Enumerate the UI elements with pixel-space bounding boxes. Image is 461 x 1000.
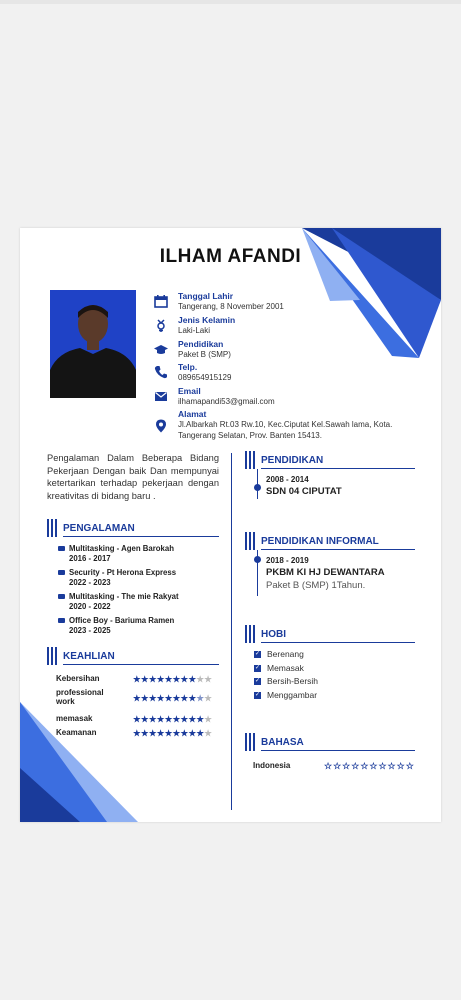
star-icon: ★ — [196, 693, 205, 703]
checkbox-icon: ✓ — [254, 691, 261, 698]
star-icon: ★ — [156, 728, 165, 738]
star-icon: ☆ — [351, 761, 361, 771]
experience-list — [58, 544, 179, 640]
star-icon: ★ — [188, 674, 197, 684]
languages-heading — [245, 733, 415, 751]
star-icon: ★ — [148, 693, 157, 703]
skill-stars — [133, 728, 212, 739]
skill-name: Keamanan — [56, 728, 97, 737]
info-value: Laki-Laki — [178, 326, 211, 335]
star-icon: ☆ — [333, 761, 343, 771]
briefcase-icon — [58, 570, 65, 575]
star-icon: ★ — [204, 728, 213, 738]
section-rule — [261, 750, 415, 751]
timeline-dot — [254, 556, 261, 563]
section-rule — [63, 664, 219, 665]
star-icon: ★ — [133, 714, 141, 724]
info-label: Jenis Kelamin — [178, 315, 236, 325]
info-label: Telp. — [178, 362, 198, 372]
graduation-cap-icon — [154, 342, 168, 356]
skills-list — [56, 674, 221, 742]
briefcase-icon — [58, 594, 65, 599]
star-icon: ★ — [172, 714, 181, 724]
experience-item — [58, 568, 179, 592]
skill-stars — [133, 693, 212, 704]
star-icon: ★ — [156, 693, 165, 703]
info-value-line2: Tangerang Selatan, Prov. Banten 15413. — [178, 431, 322, 440]
info-value: Jl.Albarkah Rt.03 Rw.10, Kec.Ciputat Kel.Sawah lama, Kota. — [178, 420, 393, 429]
informal-education-heading — [245, 532, 415, 550]
star-icon: ★ — [140, 714, 149, 724]
informal-school: PKBM KI HJ DEWANTARA — [266, 567, 385, 578]
column-divider — [231, 453, 232, 810]
star-icon: ★ — [188, 728, 197, 738]
info-value: Tangerang, 8 November 2001 — [178, 302, 284, 311]
resume-page — [20, 228, 441, 822]
hobby-item — [254, 648, 318, 662]
star-icon: ☆ — [378, 761, 388, 771]
checkbox-icon: ✓ — [254, 651, 261, 657]
star-icon: ☆ — [360, 761, 370, 771]
informal-education-entry — [266, 556, 385, 591]
info-value: 089654915129 — [178, 373, 232, 382]
skill-row — [56, 688, 221, 714]
star-icon: ★ — [204, 674, 213, 684]
skill-row — [56, 728, 221, 742]
phone-icon — [154, 365, 168, 379]
hobby-item — [254, 689, 318, 703]
hobby-label: Berenang — [267, 649, 304, 659]
experience-years: 2020 - 2022 — [69, 602, 111, 611]
education-school: SDN 04 CIPUTAT — [266, 486, 342, 497]
skill-row — [56, 714, 221, 728]
star-icon: ★ — [140, 728, 149, 738]
experience-years: 2022 - 2023 — [69, 578, 111, 587]
section-bars-icon — [47, 647, 59, 665]
gender-icon — [154, 318, 168, 332]
profile-summary: Pengalaman Dalam Beberapa Bidang Pekerjaan Dengan baik Dan mempunyai ketertarikan terhadap pekerjaan dengan kreativitas di bidang baru . — [47, 453, 219, 501]
star-icon: ☆ — [342, 761, 352, 771]
info-label: Alamat — [178, 409, 207, 419]
star-icon: ☆ — [369, 761, 379, 771]
experience-years: 2016 - 2017 — [69, 554, 111, 563]
star-icon: ★ — [172, 728, 181, 738]
section-title: HOBI — [261, 629, 286, 640]
section-bars-icon — [245, 451, 257, 469]
experience-heading — [47, 519, 219, 537]
section-bars-icon — [245, 733, 257, 751]
envelope-icon — [154, 389, 168, 403]
star-icon: ★ — [133, 728, 141, 738]
section-bars-icon — [47, 519, 59, 537]
info-value: ilhamapandi53@gmail.com — [178, 397, 275, 406]
informal-note: Paket B (SMP) 1Tahun. — [266, 580, 366, 591]
star-icon: ☆ — [324, 761, 334, 771]
experience-title: Security - Pt Herona Express — [69, 568, 177, 577]
star-icon: ☆ — [387, 761, 397, 771]
hobby-item — [254, 675, 318, 689]
section-rule — [63, 536, 219, 537]
hobby-label: Memasak — [267, 662, 304, 673]
education-heading — [245, 451, 415, 469]
star-icon: ★ — [140, 674, 149, 684]
experience-title: Multitasking - The mie Rakyat — [69, 592, 179, 601]
star-icon: ★ — [180, 728, 189, 738]
skill-stars — [133, 674, 212, 685]
experience-title: Multitasking - Agen Barokah — [69, 544, 174, 553]
skills-heading — [47, 647, 219, 665]
star-icon: ★ — [180, 674, 189, 684]
star-icon: ★ — [196, 728, 205, 738]
info-label: Tanggal Lahir — [178, 291, 234, 301]
checkbox-icon: ✓ — [254, 664, 261, 671]
star-icon: ★ — [140, 693, 149, 703]
star-icon: ★ — [180, 714, 189, 724]
profile-photo — [50, 290, 136, 398]
status-bar — [0, 0, 461, 4]
star-icon: ★ — [180, 693, 189, 703]
calendar-icon — [154, 294, 168, 308]
info-label: Pendidikan — [178, 339, 224, 349]
hobbies-heading — [245, 625, 415, 643]
timeline-dot — [254, 484, 261, 491]
checkbox-icon: ✓ — [254, 678, 261, 684]
briefcase-icon — [58, 618, 65, 623]
star-icon: ★ — [172, 693, 181, 703]
star-icon: ☆ — [396, 761, 406, 771]
star-icon: ★ — [148, 674, 157, 684]
skill-name: professional work — [56, 688, 104, 706]
hobby-label: Menggambar — [267, 689, 318, 700]
language-stars — [324, 761, 415, 772]
location-pin-icon — [154, 419, 168, 433]
star-icon: ★ — [188, 693, 197, 703]
skill-name: memasak — [56, 714, 93, 723]
star-icon: ★ — [188, 714, 197, 724]
star-icon: ★ — [133, 674, 141, 684]
star-icon: ★ — [204, 693, 213, 703]
section-title: PENGALAMAN — [63, 523, 135, 534]
star-icon: ★ — [148, 728, 157, 738]
experience-item — [58, 592, 179, 616]
experience-item — [58, 616, 179, 640]
star-icon: ★ — [172, 674, 181, 684]
resume-name: ILHAM AFANDI — [159, 246, 302, 267]
star-icon: ★ — [156, 714, 165, 724]
star-icon: ★ — [164, 674, 173, 684]
experience-item — [58, 544, 179, 568]
hobby-label: Bersih-Bersih — [267, 676, 319, 686]
star-icon: ★ — [164, 728, 173, 738]
section-rule — [261, 468, 415, 469]
briefcase-icon — [58, 546, 65, 551]
section-title: BAHASA — [261, 737, 304, 748]
section-title: KEAHLIAN — [63, 651, 115, 662]
education-entry — [266, 475, 342, 497]
experience-years: 2023 - 2025 — [69, 626, 111, 635]
section-title: PENDIDIKAN — [261, 455, 324, 466]
info-label: Email — [178, 386, 201, 396]
star-icon: ☆ — [405, 761, 415, 771]
star-icon: ★ — [196, 714, 205, 724]
language-name: Indonesia — [253, 761, 291, 770]
experience-title: Office Boy - Bariuma Ramen — [69, 616, 175, 625]
info-value: Paket B (SMP) — [178, 350, 231, 359]
hobby-item — [254, 662, 318, 676]
section-title: PENDIDIKAN INFORMAL — [261, 536, 379, 547]
hobbies-list — [254, 648, 318, 702]
informal-years: 2018 - 2019 — [266, 556, 309, 565]
language-row — [253, 761, 423, 770]
star-icon: ★ — [133, 693, 141, 703]
star-icon: ★ — [196, 674, 205, 684]
section-rule — [261, 642, 415, 643]
section-bars-icon — [245, 532, 257, 550]
skill-name: Kebersihan — [56, 674, 100, 683]
star-icon: ★ — [204, 714, 213, 724]
star-icon: ★ — [156, 674, 165, 684]
star-icon: ★ — [164, 714, 173, 724]
star-icon: ★ — [148, 714, 157, 724]
education-years: 2008 - 2014 — [266, 475, 309, 484]
skill-row — [56, 674, 221, 688]
section-rule — [261, 549, 415, 550]
section-bars-icon — [245, 625, 257, 643]
skill-stars — [133, 714, 212, 725]
star-icon: ★ — [164, 693, 173, 703]
